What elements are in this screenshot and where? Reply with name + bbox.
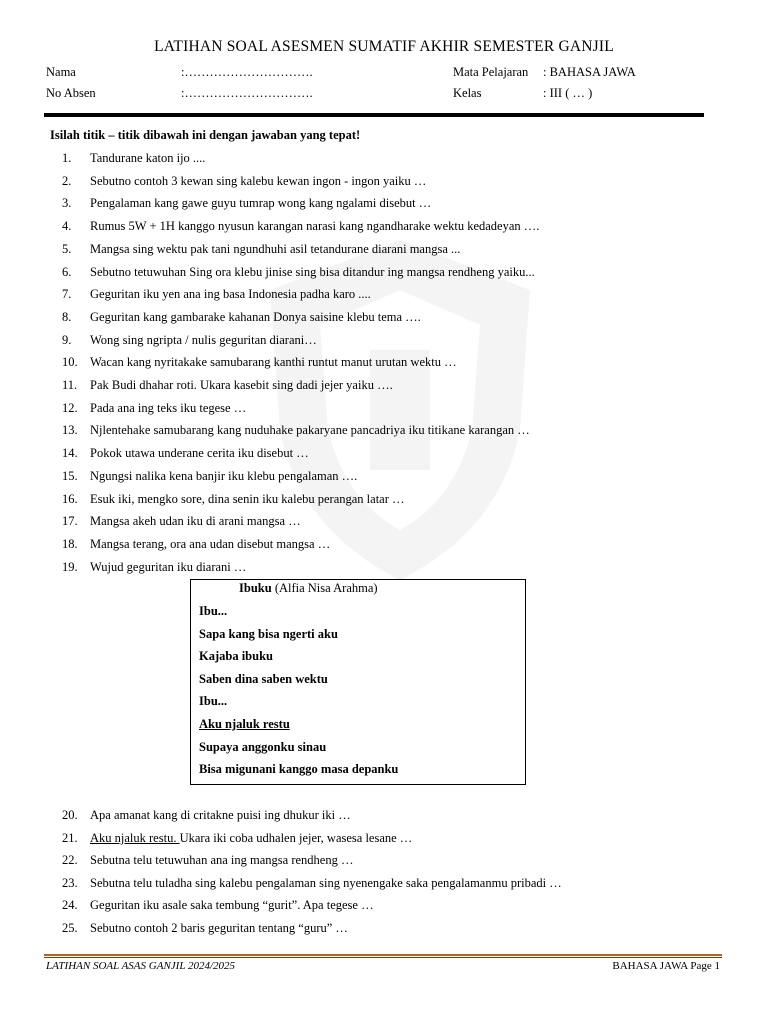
- question-item: [62, 422, 530, 438]
- question-item: [62, 513, 301, 529]
- poem-title: Ibuku: [239, 581, 272, 595]
- question-number: 1.: [62, 151, 72, 165]
- page-title: LATIHAN SOAL ASESMEN SUMATIF AKHIR SEMESTER GANJIL: [154, 38, 614, 55]
- question-item: [62, 195, 431, 211]
- question-number: 5.: [62, 241, 72, 256]
- footer-left: LATIHAN SOAL ASAS GANJIL 2024/2025: [46, 960, 236, 972]
- question-item: [62, 559, 246, 575]
- header-divider: [44, 113, 704, 117]
- question-number: 14.: [62, 446, 78, 461]
- question-text: Geguritan iku yen ana ing basa Indonesia padha karo ....: [90, 287, 371, 302]
- question-text: Sebutno contoh 2 baris geguritan tentang “guru” …: [90, 921, 348, 935]
- question-item: [62, 354, 457, 370]
- question-text: Sebutna telu tuladha sing kalebu pengalaman sing nyenengake saka pengalamanmu pribadi …: [90, 875, 562, 890]
- question-number: 9.: [62, 332, 72, 347]
- question-text: Sebutno tetuwuhan Sing ora klebu jinise sing bisa ditandur ing mangsa rendheng yaiku...: [90, 264, 535, 279]
- question-text: Pada ana ing teks iku tegese …: [90, 400, 247, 415]
- footer-right: BAHASA JAWA Page 1: [612, 960, 720, 972]
- question-item: [62, 807, 351, 823]
- question-text: Rumus 5W + 1H kanggo nyusun karangan narasi kang ngandharake wektu kedadeyan ….: [90, 219, 540, 234]
- poem-box: [190, 579, 526, 785]
- question-item: [62, 875, 562, 891]
- question-number: 18.: [62, 536, 78, 551]
- question-text: Pokok utawa underane cerita iku disebut …: [90, 446, 309, 461]
- question-number: 19.: [62, 559, 78, 574]
- question-item: [62, 264, 535, 280]
- question-text: Sebutno contoh 3 kewan sing kalebu kewan ingon - ingon yaiku …: [90, 173, 427, 188]
- question-item: [62, 468, 357, 484]
- kelas-label: Kelas: [453, 86, 482, 100]
- question-number: 21.: [62, 830, 78, 845]
- poem-line: Kajaba ibuku: [199, 649, 273, 664]
- footer-divider: [44, 954, 722, 956]
- question-text: Mangsa akeh udan iku di arani mangsa …: [90, 514, 301, 529]
- question-text: Sebutna telu tetuwuhan ana ing mangsa rendheng …: [90, 853, 354, 868]
- question-item: [62, 536, 330, 552]
- footer-divider-thin: [44, 957, 722, 958]
- question-number: 17.: [62, 514, 78, 529]
- question-text: Ukara iki coba udhalen jejer, wasesa lesane …: [179, 830, 413, 845]
- instructions: Isilah titik – titik dibawah ini dengan jawaban yang tepat!: [50, 128, 361, 142]
- question-text: Njlentehake samubarang kang nuduhake pakaryane pancadriya iku titikane karangan …: [90, 423, 530, 438]
- question-text: Tandurane katon ijo ....: [90, 151, 206, 165]
- nama-label: Nama: [46, 65, 76, 79]
- question-item: [62, 445, 309, 461]
- poem-line: Sapa kang bisa ngerti aku: [199, 626, 338, 641]
- mapel-label: Mata Pelajaran: [453, 65, 529, 79]
- question-number: 6.: [62, 264, 72, 279]
- question-text: Geguritan iku asale saka tembung “gurit”. Apa tegese …: [90, 898, 374, 913]
- question-item: [62, 150, 205, 166]
- question-number: 10.: [62, 355, 78, 370]
- question-text: Pengalaman kang gawe guyu tumrap wong kang ngalami disebut …: [90, 196, 432, 211]
- poem-line: Bisa migunani kanggo masa depanku: [199, 762, 399, 777]
- question-item: [62, 400, 246, 416]
- question-item: [62, 241, 460, 257]
- question-number: 3.: [62, 196, 72, 211]
- question-text: Apa amanat kang di critakne puisi ing dhukur iki …: [90, 808, 351, 822]
- question-number: 11.: [62, 378, 78, 392]
- question-item: [62, 830, 412, 846]
- question-item: [62, 897, 374, 913]
- question-item: [62, 218, 539, 234]
- mapel-value: : BAHASA JAWA: [543, 65, 636, 79]
- question-text: Ngungsi nalika kena banjir iku klebu pengalaman ….: [90, 468, 358, 483]
- question-number: 25.: [62, 921, 78, 935]
- question-number: 20.: [62, 808, 78, 822]
- question-item: [62, 920, 348, 936]
- question-number: 23.: [62, 875, 78, 890]
- question-item: [62, 286, 371, 302]
- poem-line: Aku njaluk restu: [199, 717, 290, 731]
- question-text: Geguritan kang gambarake kahanan Donya saisine klebu tema ….: [90, 309, 421, 324]
- kelas-value: : III ( … ): [543, 86, 593, 100]
- poem-line: Supaya anggonku sinau: [199, 739, 327, 754]
- poem-line: Saben dina saben wektu: [199, 671, 328, 686]
- question-number: 15.: [62, 468, 78, 483]
- question-number: 16.: [62, 491, 78, 506]
- poem-title-line: [239, 581, 378, 596]
- question-number: 24.: [62, 898, 78, 913]
- question-number: 2.: [62, 173, 72, 188]
- question-quoted-text: Aku njaluk restu.: [90, 830, 180, 845]
- question-number: 7.: [62, 287, 72, 302]
- poem-line: Ibu...: [199, 604, 228, 618]
- absen-label: No Absen: [46, 86, 96, 100]
- question-item: [62, 173, 426, 189]
- nama-value: :………………………….: [181, 65, 313, 79]
- question-item: [62, 377, 393, 393]
- question-number: 13.: [62, 423, 78, 438]
- question-text: Wacan kang nyritakake samubarang kanthi runtut manut urutan wektu …: [90, 355, 457, 370]
- poem-line: Ibu...: [199, 694, 228, 709]
- question-item: [62, 309, 421, 325]
- question-number: 12.: [62, 400, 78, 415]
- question-text: Mangsa terang, ora ana udan disebut mangsa …: [90, 536, 331, 551]
- question-text: Pak Budi dhahar roti. Ukara kasebit sing dadi jejer yaiku ….: [90, 378, 393, 392]
- question-text: Wujud geguritan iku diarani …: [90, 559, 247, 574]
- question-number: 8.: [62, 309, 72, 324]
- question-item: [62, 491, 405, 507]
- absen-value: :………………………….: [181, 86, 313, 100]
- poem-author: (Alfia Nisa Arahma): [271, 581, 378, 595]
- question-item: [62, 852, 353, 868]
- question-text: Mangsa sing wektu pak tani ngundhuhi asil tetandurane diarani mangsa ...: [90, 241, 461, 256]
- question-number: 4.: [62, 219, 72, 234]
- question-text: Esuk iki, mengko sore, dina senin iku kalebu perangan latar …: [90, 491, 405, 506]
- question-item: [62, 332, 317, 348]
- question-text: Wong sing ngripta / nulis geguritan diarani…: [90, 332, 317, 347]
- question-number: 22.: [62, 853, 78, 868]
